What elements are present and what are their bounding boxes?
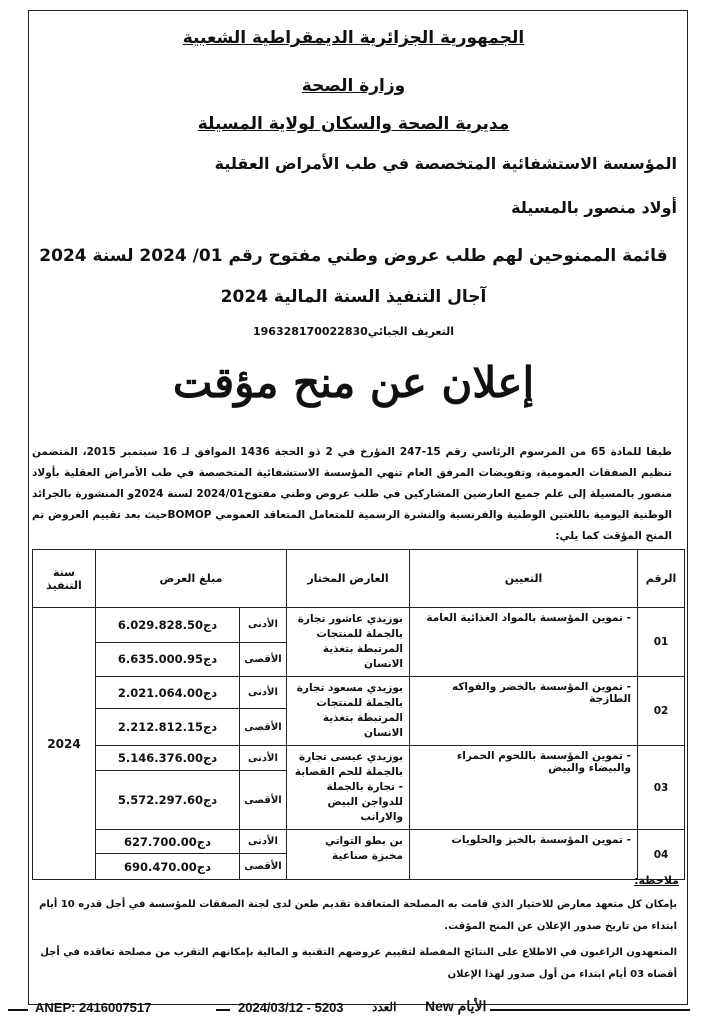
header-republic: الجمهورية الجزائرية الديمقراطية الشعبية <box>182 28 525 48</box>
row-designation: - تموين المؤسسة بالمواد الغذائية العامة <box>410 608 638 677</box>
row-num: 02 <box>638 677 685 746</box>
min-amount: 5.146.376.00دج <box>96 746 240 771</box>
min-label: الأدنى <box>240 746 287 771</box>
newspaper-footer <box>0 998 707 1022</box>
max-label: الأقصى <box>240 854 287 880</box>
header-amount: مبلغ العرض <box>96 550 287 608</box>
header-directorate: مديرية الصحة والسكان لولاية المسيلة <box>197 114 510 134</box>
award-table <box>32 549 685 880</box>
max-amount: 5.572.297.60دج <box>96 771 240 830</box>
min-amount: 2.021.064.00دج <box>96 677 240 709</box>
max-amount: 6.635.000.95دج <box>96 642 240 677</box>
newspaper-logo: الأيام New <box>425 998 487 1014</box>
header-ministry: وزارة الصحة <box>301 76 406 96</box>
tax-id: التعريف الجبائي196328170022830 <box>252 325 455 338</box>
min-amount: 627.700.00دج <box>96 830 240 854</box>
row-designation: - تموين المؤسسة باللحوم الحمراء والبيضاء والبيض <box>410 746 638 830</box>
header-designation: التعيين <box>410 550 638 608</box>
issue-date: 2024/03/12 - 5203 <box>238 1000 344 1015</box>
header-location: أولاد منصور بالمسيلة <box>511 198 677 217</box>
table-row <box>33 830 685 854</box>
footer-rule <box>8 1009 28 1011</box>
row-supplier: بن بطو التواتي مخبزة صناعية <box>287 830 410 880</box>
min-amount: 6.029.828.50دج <box>96 608 240 643</box>
notes-title: ملاحظة: <box>634 874 679 887</box>
min-label: الأدنى <box>240 830 287 854</box>
min-label: الأدنى <box>240 677 287 709</box>
row-supplier: بوزيدي مسعود تجارة بالجملة للمنتجات المرتبطة بتغذية الانسان <box>287 677 410 746</box>
table-row <box>33 746 685 771</box>
execution-period: آجال التنفيذ السنة المالية 2024 <box>220 287 487 307</box>
footer-rule <box>216 1009 230 1011</box>
header-supplier: العارض المختار <box>287 550 410 608</box>
row-num: 01 <box>638 608 685 677</box>
max-amount: 2.212.812.15دج <box>96 709 240 746</box>
header-institution: المؤسسة الاستشفائية المتخصصة في طب الأمراض العقلية <box>214 154 677 173</box>
announcement-title: إعلان عن منح مؤقت <box>172 358 535 407</box>
row-num: 03 <box>638 746 685 830</box>
tender-title: قائمة الممنوحين لهم طلب عروض وطني مفتوح رقم 01/ 2024 لسنة 2024 <box>39 246 668 266</box>
row-designation: - تموين المؤسسة بالخبز والحلويات <box>410 830 638 880</box>
header-num: الرقم <box>638 550 685 608</box>
min-label: الأدنى <box>240 608 287 643</box>
intro-paragraph: طبقا للمادة 65 من المرسوم الرئاسي رقم 15-247 المؤرخ في 2 ذو الحجة 1436 الموافق لـ 16 سبتمبر 2015، المتضمن تنظيم الصفقات العمومية، وتفويضات المرفق العام تنهي المؤسسة الاستشفائية المتخصصة في طب الأمراض العقلية بأولاد منصور بالمسيلة إلى علم جميع العارضين المشاركين في طلب عروض وطني مفتوح2024/01 لسنة 2024و المنشورة بالجرائد الوطنية اليومية باللغتين الوطنية والفرنسية والنشرة الرسمية للمتعامل المتعاقد العمومي BOMOPحيث بعد تقييم العروض تم المنح المؤقت كما يلي: <box>32 446 673 542</box>
anep-number: ANEP: 2416007517 <box>35 1000 152 1015</box>
issue-label: العدد <box>372 1000 397 1014</box>
row-supplier: بوزيدي عاشور تجارة بالجملة للمنتجات المرتبطة بتغذية الانسان <box>287 608 410 677</box>
row-designation: - تموين المؤسسة بالخضر والفواكه الطازجة <box>410 677 638 746</box>
max-label: الأقصى <box>240 709 287 746</box>
note-results: المتعهدون الراغبون في الاطلاع على النتائج المفصلة لتقييم عروضهم التقنية و المالية بإمكانهم التقرب من مصلحة تعاقده في أجل أقصاه 03 أيام ابتداء من أول صدور لهذا الإعلان <box>40 947 677 980</box>
table-row <box>33 677 685 709</box>
note-appeal: بإمكان كل متعهد معارض للاختيار الذي قامت به المصلحة المتعاقدة تقديم طعن لدى لجنة الصفقات للمؤسسة في أجل قدره 10 أيام ابتداء من تاريخ صدور الإعلان عن المنح المؤقت. <box>39 899 677 932</box>
row-num: 04 <box>638 830 685 880</box>
table-header-row <box>33 550 685 608</box>
footer-rule <box>490 1009 690 1011</box>
max-amount: 690.470.00دج <box>96 854 240 880</box>
row-supplier: بوزيدي عيسى تجارة بالجملة للحم القصابة - تجارة بالجملة للدواجن البيض والارانب <box>287 746 410 830</box>
execution-year: 2024 <box>33 608 96 880</box>
max-label: الأقصى <box>240 771 287 830</box>
table-row <box>33 608 685 643</box>
max-label: الأقصى <box>240 642 287 677</box>
header-year: سنة التنفيذ <box>33 550 96 608</box>
